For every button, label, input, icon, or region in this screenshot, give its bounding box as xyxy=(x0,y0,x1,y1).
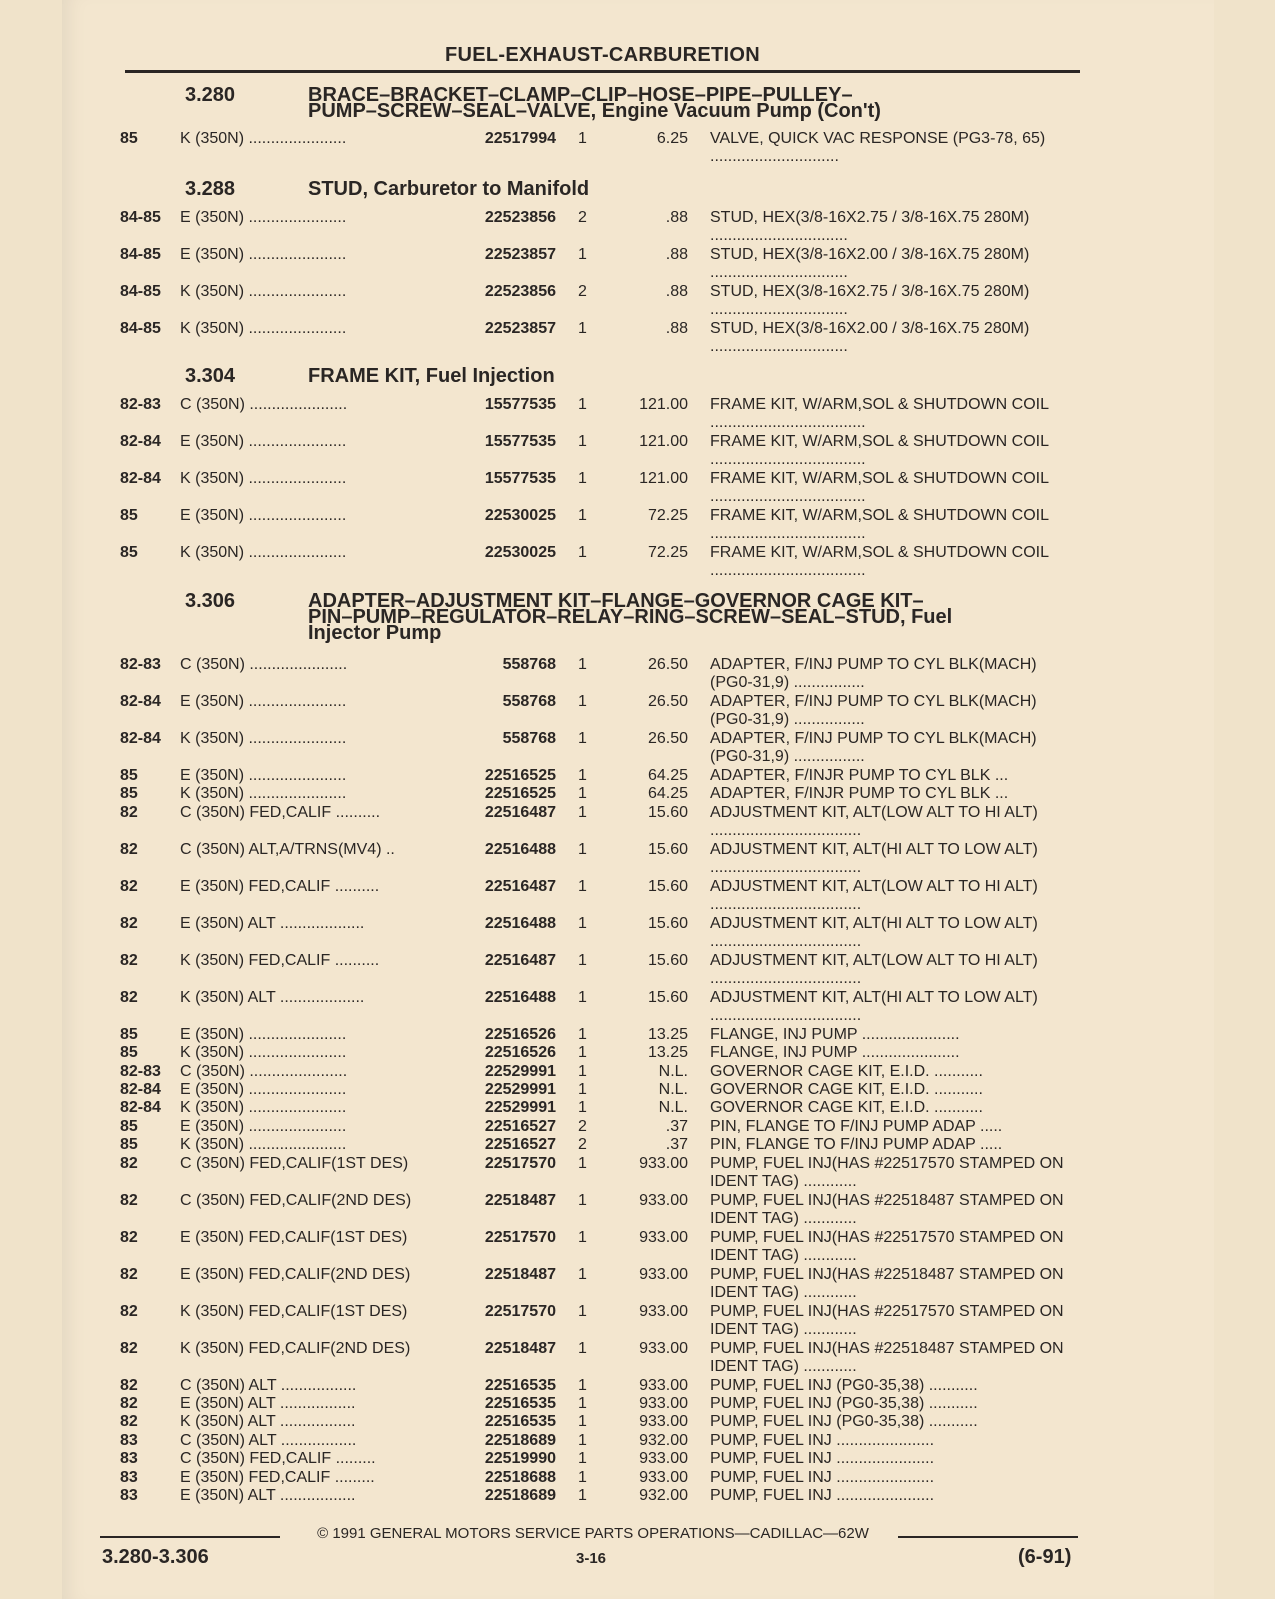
row-description: STUD, HEX(3/8-16X2.00 / 3/8-16X.75 280M) ............................... xyxy=(710,246,1030,281)
row-model: C (350N) ALT,A/TRNS(MV4) .. xyxy=(180,841,395,858)
row-year: 82-84 xyxy=(120,470,161,487)
row-part-number: 558768 xyxy=(502,656,556,673)
row-year: 84-85 xyxy=(120,246,161,263)
row-quantity: 1 xyxy=(578,1450,587,1467)
row-year: 82 xyxy=(120,952,138,969)
row-quantity: 1 xyxy=(578,507,587,524)
row-price: 932.00 xyxy=(639,1432,688,1449)
row-year: 85 xyxy=(120,130,138,147)
row-year: 84-85 xyxy=(120,283,161,300)
row-quantity: 1 xyxy=(578,952,587,969)
row-quantity: 1 xyxy=(578,767,587,784)
row-part-number: 22516527 xyxy=(484,1136,556,1153)
row-price: 933.00 xyxy=(639,1450,688,1467)
row-quantity: 1 xyxy=(578,841,587,858)
row-description: PUMP, FUEL INJ(HAS #22517570 STAMPED ON IDENT TAG) ............ xyxy=(710,1229,1064,1264)
row-year: 85 xyxy=(120,1044,138,1061)
row-part-number: 22523856 xyxy=(484,209,556,226)
row-quantity: 1 xyxy=(578,1395,587,1412)
row-part-number: 22516525 xyxy=(484,785,556,802)
row-year: 82 xyxy=(120,989,138,1006)
row-part-number: 22517570 xyxy=(484,1155,556,1172)
section-title-line: Injector Pump xyxy=(308,622,442,644)
row-description: FRAME KIT, W/ARM,SOL & SHUTDOWN COIL ................................... xyxy=(710,470,1049,505)
row-model: K (350N) FED,CALIF(2ND DES) xyxy=(180,1340,411,1357)
row-quantity: 1 xyxy=(578,1266,587,1283)
row-description: PUMP, FUEL INJ (PG0-35,38) ........... xyxy=(710,1413,978,1430)
row-model: C (350N) ALT ................. xyxy=(180,1377,357,1394)
row-quantity: 1 xyxy=(578,785,587,802)
row-year: 83 xyxy=(120,1487,138,1504)
row-quantity: 1 xyxy=(578,1192,587,1209)
row-part-number: 22523857 xyxy=(484,320,556,337)
row-model: E (350N) ALT ................. xyxy=(180,1487,356,1504)
row-model: E (350N) ...................... xyxy=(180,1081,347,1098)
row-description: PUMP, FUEL INJ ...................... xyxy=(710,1469,935,1486)
row-price: 26.50 xyxy=(647,693,688,710)
section-title-line: PIN–PUMP–REGULATOR–RELAY–RING–SCREW–SEAL–STUD, Fuel xyxy=(308,606,953,628)
row-year: 85 xyxy=(120,785,138,802)
row-year: 82-83 xyxy=(120,1063,161,1080)
row-description: ADAPTER, F/INJR PUMP TO CYL BLK ... xyxy=(710,767,1009,784)
row-quantity: 1 xyxy=(578,1044,587,1061)
row-quantity: 1 xyxy=(578,433,587,450)
row-year: 82 xyxy=(120,1377,138,1394)
row-price: .88 xyxy=(665,320,688,337)
row-quantity: 1 xyxy=(578,1340,587,1357)
row-year: 82 xyxy=(120,915,138,932)
row-price: 15.60 xyxy=(647,804,688,821)
row-part-number: 22518487 xyxy=(484,1266,556,1283)
row-price: 64.25 xyxy=(647,785,688,802)
row-model: K (350N) ALT ................. xyxy=(180,1413,356,1430)
row-quantity: 1 xyxy=(578,320,587,337)
row-year: 84-85 xyxy=(120,320,161,337)
row-year: 82 xyxy=(120,1192,138,1209)
row-model: K (350N) ...................... xyxy=(180,544,347,561)
row-part-number: 22516535 xyxy=(484,1413,556,1430)
row-quantity: 1 xyxy=(578,1432,587,1449)
row-price: 933.00 xyxy=(639,1266,688,1283)
row-part-number: 22523856 xyxy=(484,283,556,300)
row-price: 26.50 xyxy=(647,730,688,747)
row-year: 82-84 xyxy=(120,730,161,747)
row-model: K (350N) ...................... xyxy=(180,1136,347,1153)
row-price: .37 xyxy=(665,1118,688,1135)
row-model: K (350N) FED,CALIF(1ST DES) xyxy=(180,1303,408,1320)
row-price: 26.50 xyxy=(647,656,688,673)
row-model: E (350N) ...................... xyxy=(180,1118,347,1135)
section-number: 3.280 xyxy=(185,84,236,106)
row-price: 933.00 xyxy=(639,1192,688,1209)
row-model: E (350N) ...................... xyxy=(180,1026,347,1043)
row-price: N.L. xyxy=(658,1081,688,1098)
row-price: 121.00 xyxy=(639,470,688,487)
row-description: FRAME KIT, W/ARM,SOL & SHUTDOWN COIL ................................... xyxy=(710,433,1049,468)
row-model: C (350N) FED,CALIF .......... xyxy=(180,804,381,821)
row-price: 15.60 xyxy=(647,952,688,969)
row-part-number: 22517570 xyxy=(484,1303,556,1320)
row-description: ADJUSTMENT KIT, ALT(LOW ALT TO HI ALT) .................................. xyxy=(710,878,1038,913)
row-year: 83 xyxy=(120,1469,138,1486)
row-year: 85 xyxy=(120,544,138,561)
row-quantity: 1 xyxy=(578,470,587,487)
row-quantity: 1 xyxy=(578,1413,587,1430)
row-part-number: 22518689 xyxy=(484,1432,556,1449)
row-price: N.L. xyxy=(658,1063,688,1080)
row-description: FRAME KIT, W/ARM,SOL & SHUTDOWN COIL ................................... xyxy=(710,507,1049,542)
row-quantity: 1 xyxy=(578,693,587,710)
row-part-number: 22530025 xyxy=(484,507,556,524)
footer-revision-date: (6-91) xyxy=(1018,1546,1072,1568)
row-part-number: 22530025 xyxy=(484,544,556,561)
row-model: K (350N) ...................... xyxy=(180,130,347,147)
row-description: ADAPTER, F/INJ PUMP TO CYL BLK(MACH) (PG0-31,9) ................ xyxy=(710,730,1037,765)
row-model: C (350N) FED,CALIF(1ST DES) xyxy=(180,1155,409,1172)
row-price: 64.25 xyxy=(647,767,688,784)
row-price: N.L. xyxy=(658,1099,688,1116)
row-price: 121.00 xyxy=(639,433,688,450)
row-price: 15.60 xyxy=(647,915,688,932)
row-model: K (350N) ...................... xyxy=(180,470,347,487)
row-part-number: 22518487 xyxy=(484,1340,556,1357)
row-quantity: 2 xyxy=(578,209,587,226)
row-part-number: 22516535 xyxy=(484,1395,556,1412)
row-quantity: 2 xyxy=(578,1136,587,1153)
row-year: 82 xyxy=(120,1229,138,1246)
row-quantity: 1 xyxy=(578,246,587,263)
row-year: 82-84 xyxy=(120,693,161,710)
row-description: PUMP, FUEL INJ ...................... xyxy=(710,1487,935,1504)
row-description: FRAME KIT, W/ARM,SOL & SHUTDOWN COIL ................................... xyxy=(710,544,1049,579)
row-description: PUMP, FUEL INJ(HAS #22518487 STAMPED ON IDENT TAG) ............ xyxy=(710,1340,1064,1375)
row-model: C (350N) ALT ................. xyxy=(180,1432,357,1449)
row-quantity: 1 xyxy=(578,396,587,413)
row-price: 6.25 xyxy=(656,130,688,147)
row-model: C (350N) ...................... xyxy=(180,656,348,673)
row-part-number: 22516488 xyxy=(484,841,556,858)
row-quantity: 1 xyxy=(578,1377,587,1394)
row-quantity: 1 xyxy=(578,1063,587,1080)
row-price: 933.00 xyxy=(639,1413,688,1430)
row-price: 933.00 xyxy=(639,1469,688,1486)
row-year: 85 xyxy=(120,1118,138,1135)
row-part-number: 22523857 xyxy=(484,246,556,263)
row-description: PUMP, FUEL INJ(HAS #22518487 STAMPED ON IDENT TAG) ............ xyxy=(710,1192,1064,1227)
row-description: PUMP, FUEL INJ ...................... xyxy=(710,1432,935,1449)
row-part-number: 22517570 xyxy=(484,1229,556,1246)
row-model: C (350N) FED,CALIF(2ND DES) xyxy=(180,1192,412,1209)
row-model: E (350N) FED,CALIF(2ND DES) xyxy=(180,1266,411,1283)
row-price: .88 xyxy=(665,283,688,300)
row-part-number: 15577535 xyxy=(484,433,556,450)
row-part-number: 22519990 xyxy=(484,1450,556,1467)
page-header-title: FUEL-EXHAUST-CARBURETION xyxy=(445,44,760,66)
row-model: E (350N) FED,CALIF(1ST DES) xyxy=(180,1229,408,1246)
row-price: 933.00 xyxy=(639,1340,688,1357)
row-model: K (350N) ...................... xyxy=(180,320,347,337)
row-year: 85 xyxy=(120,1026,138,1043)
row-price: 933.00 xyxy=(639,1395,688,1412)
row-price: 15.60 xyxy=(647,841,688,858)
row-quantity: 2 xyxy=(578,283,587,300)
section-number: 3.304 xyxy=(185,365,236,387)
row-quantity: 1 xyxy=(578,544,587,561)
row-model: E (350N) FED,CALIF .......... xyxy=(180,878,380,895)
row-description: FLANGE, INJ PUMP ...................... xyxy=(710,1026,960,1043)
row-part-number: 22518688 xyxy=(484,1469,556,1486)
row-description: PUMP, FUEL INJ(HAS #22517570 STAMPED ON IDENT TAG) ............ xyxy=(710,1155,1064,1190)
row-part-number: 22529991 xyxy=(484,1081,556,1098)
row-description: ADJUSTMENT KIT, ALT(HI ALT TO LOW ALT) .................................. xyxy=(710,841,1038,876)
row-part-number: 22518487 xyxy=(484,1192,556,1209)
row-price: .88 xyxy=(665,209,688,226)
row-model: E (350N) ...................... xyxy=(180,507,347,524)
row-description: PUMP, FUEL INJ ...................... xyxy=(710,1450,935,1467)
row-year: 82 xyxy=(120,1303,138,1320)
row-price: 933.00 xyxy=(639,1377,688,1394)
row-part-number: 22517994 xyxy=(484,130,556,147)
row-price: .37 xyxy=(665,1136,688,1153)
row-description: VALVE, QUICK VAC RESPONSE (PG3-78, 65) ............................. xyxy=(710,130,1046,165)
row-part-number: 558768 xyxy=(502,730,556,747)
footer-rule-left xyxy=(100,1536,280,1538)
row-model: E (350N) FED,CALIF ......... xyxy=(180,1469,375,1486)
footer-page-number: 3-16 xyxy=(576,1550,607,1567)
row-quantity: 2 xyxy=(578,1118,587,1135)
row-model: K (350N) FED,CALIF .......... xyxy=(180,952,380,969)
row-description: PIN, FLANGE TO F/INJ PUMP ADAP ..... xyxy=(710,1118,1003,1135)
row-description: STUD, HEX(3/8-16X2.75 / 3/8-16X.75 280M) ............................... xyxy=(710,283,1030,318)
row-quantity: 1 xyxy=(578,1229,587,1246)
row-description: GOVERNOR CAGE KIT, E.I.D. ........... xyxy=(710,1063,983,1080)
row-quantity: 1 xyxy=(578,656,587,673)
row-quantity: 1 xyxy=(578,1303,587,1320)
row-part-number: 22516487 xyxy=(484,804,556,821)
row-model: K (350N) ...................... xyxy=(180,785,347,802)
row-part-number: 22516488 xyxy=(484,915,556,932)
row-description: GOVERNOR CAGE KIT, E.I.D. ........... xyxy=(710,1099,983,1116)
row-year: 84-85 xyxy=(120,209,161,226)
row-part-number: 22529991 xyxy=(484,1063,556,1080)
footer-copyright: © 1991 GENERAL MOTORS SERVICE PARTS OPERATIONS—CADILLAC—62W xyxy=(317,1525,869,1542)
row-quantity: 1 xyxy=(578,1026,587,1043)
row-description: PUMP, FUEL INJ(HAS #22518487 STAMPED ON IDENT TAG) ............ xyxy=(710,1266,1064,1301)
row-description: PUMP, FUEL INJ(HAS #22517570 STAMPED ON IDENT TAG) ............ xyxy=(710,1303,1064,1338)
row-price: .88 xyxy=(665,246,688,263)
row-description: ADAPTER, F/INJR PUMP TO CYL BLK ... xyxy=(710,785,1009,802)
footer-rule-right xyxy=(898,1536,1078,1538)
row-description: PUMP, FUEL INJ (PG0-35,38) ........... xyxy=(710,1377,978,1394)
row-model: K (350N) ...................... xyxy=(180,1044,347,1061)
row-model: K (350N) ...................... xyxy=(180,730,347,747)
row-year: 83 xyxy=(120,1450,138,1467)
row-price: 13.25 xyxy=(647,1026,688,1043)
row-description: ADJUSTMENT KIT, ALT(HI ALT TO LOW ALT) .................................. xyxy=(710,989,1038,1024)
row-quantity: 1 xyxy=(578,878,587,895)
row-year: 85 xyxy=(120,767,138,784)
row-year: 85 xyxy=(120,1136,138,1153)
row-description: FLANGE, INJ PUMP ...................... xyxy=(710,1044,960,1061)
row-year: 82 xyxy=(120,1155,138,1172)
row-quantity: 1 xyxy=(578,1469,587,1486)
row-description: ADAPTER, F/INJ PUMP TO CYL BLK(MACH) (PG0-31,9) ................ xyxy=(710,656,1037,691)
row-year: 82-84 xyxy=(120,1081,161,1098)
row-description: ADJUSTMENT KIT, ALT(LOW ALT TO HI ALT) .................................. xyxy=(710,804,1038,839)
row-part-number: 22516487 xyxy=(484,952,556,969)
row-model: K (350N) ALT ................... xyxy=(180,989,365,1006)
row-description: GOVERNOR CAGE KIT, E.I.D. ........... xyxy=(710,1081,983,1098)
row-quantity: 1 xyxy=(578,989,587,1006)
row-model: E (350N) ...................... xyxy=(180,246,347,263)
row-part-number: 22516535 xyxy=(484,1377,556,1394)
row-year: 82-84 xyxy=(120,1099,161,1116)
row-price: 933.00 xyxy=(639,1303,688,1320)
row-year: 83 xyxy=(120,1432,138,1449)
row-model: E (350N) ...................... xyxy=(180,209,347,226)
row-quantity: 1 xyxy=(578,915,587,932)
row-part-number: 22518689 xyxy=(484,1487,556,1504)
row-year: 82 xyxy=(120,841,138,858)
row-year: 82 xyxy=(120,1266,138,1283)
row-part-number: 15577535 xyxy=(484,396,556,413)
row-model: E (350N) ALT ................... xyxy=(180,915,365,932)
section-number: 3.288 xyxy=(185,178,236,200)
row-quantity: 1 xyxy=(578,130,587,147)
row-price: 15.60 xyxy=(647,878,688,895)
row-quantity: 1 xyxy=(578,1081,587,1098)
row-year: 82 xyxy=(120,1395,138,1412)
row-year: 82 xyxy=(120,878,138,895)
section-title-line: STUD, Carburetor to Manifold xyxy=(308,178,590,200)
row-year: 82 xyxy=(120,1340,138,1357)
row-model: E (350N) ...................... xyxy=(180,433,347,450)
row-price: 932.00 xyxy=(639,1487,688,1504)
row-model: K (350N) ...................... xyxy=(180,1099,347,1116)
row-model: K (350N) ...................... xyxy=(180,283,347,300)
row-part-number: 15577535 xyxy=(484,470,556,487)
row-part-number: 22529991 xyxy=(484,1099,556,1116)
row-model: E (350N) ...................... xyxy=(180,767,347,784)
row-price: 72.25 xyxy=(647,507,688,524)
row-price: 933.00 xyxy=(639,1155,688,1172)
row-year: 82-83 xyxy=(120,656,161,673)
row-quantity: 1 xyxy=(578,730,587,747)
row-description: PUMP, FUEL INJ (PG0-35,38) ........... xyxy=(710,1395,978,1412)
section-title-line: BRACE–BRACKET–CLAMP–CLIP–HOSE–PIPE–PULLEY– xyxy=(308,84,853,106)
row-year: 82 xyxy=(120,804,138,821)
row-part-number: 558768 xyxy=(502,693,556,710)
footer-section-range: 3.280-3.306 xyxy=(102,1546,209,1568)
row-description: STUD, HEX(3/8-16X2.00 / 3/8-16X.75 280M) ............................... xyxy=(710,320,1030,355)
row-price: 13.25 xyxy=(647,1044,688,1061)
row-description: ADJUSTMENT KIT, ALT(HI ALT TO LOW ALT) .................................. xyxy=(710,915,1038,950)
section-number: 3.306 xyxy=(185,590,236,612)
section-title-line: FRAME KIT, Fuel Injection xyxy=(308,365,555,387)
row-model: C (350N) ...................... xyxy=(180,1063,348,1080)
row-price: 933.00 xyxy=(639,1229,688,1246)
row-year: 82-84 xyxy=(120,433,161,450)
row-model: E (350N) ...................... xyxy=(180,693,347,710)
row-part-number: 22516526 xyxy=(484,1044,556,1061)
row-year: 82 xyxy=(120,1413,138,1430)
row-description: ADJUSTMENT KIT, ALT(LOW ALT TO HI ALT) .................................. xyxy=(710,952,1038,987)
row-year: 82-83 xyxy=(120,396,161,413)
row-description: FRAME KIT, W/ARM,SOL & SHUTDOWN COIL ................................... xyxy=(710,396,1049,431)
section-title-line: ADAPTER–ADJUSTMENT KIT–FLANGE–GOVERNOR CAGE KIT– xyxy=(308,590,924,612)
row-year: 85 xyxy=(120,507,138,524)
row-part-number: 22516487 xyxy=(484,878,556,895)
row-part-number: 22516526 xyxy=(484,1026,556,1043)
row-description: PIN, FLANGE TO F/INJ PUMP ADAP ..... xyxy=(710,1136,1003,1153)
row-part-number: 22516488 xyxy=(484,989,556,1006)
row-part-number: 22516525 xyxy=(484,767,556,784)
row-quantity: 1 xyxy=(578,1155,587,1172)
row-model: C (350N) FED,CALIF ......... xyxy=(180,1450,376,1467)
section-title-line: PUMP–SCREW–SEAL–VALVE, Engine Vacuum Pump (Con't) xyxy=(308,100,881,122)
row-price: 72.25 xyxy=(647,544,688,561)
row-quantity: 1 xyxy=(578,804,587,821)
row-price: 15.60 xyxy=(647,989,688,1006)
row-model: C (350N) ...................... xyxy=(180,396,348,413)
row-description: STUD, HEX(3/8-16X2.75 / 3/8-16X.75 280M) ............................... xyxy=(710,209,1030,244)
row-description: ADAPTER, F/INJ PUMP TO CYL BLK(MACH) (PG0-31,9) ................ xyxy=(710,693,1037,728)
row-price: 121.00 xyxy=(639,396,688,413)
row-quantity: 1 xyxy=(578,1487,587,1504)
row-model: E (350N) ALT ................. xyxy=(180,1395,356,1412)
row-quantity: 1 xyxy=(578,1099,587,1116)
row-part-number: 22516527 xyxy=(484,1118,556,1135)
